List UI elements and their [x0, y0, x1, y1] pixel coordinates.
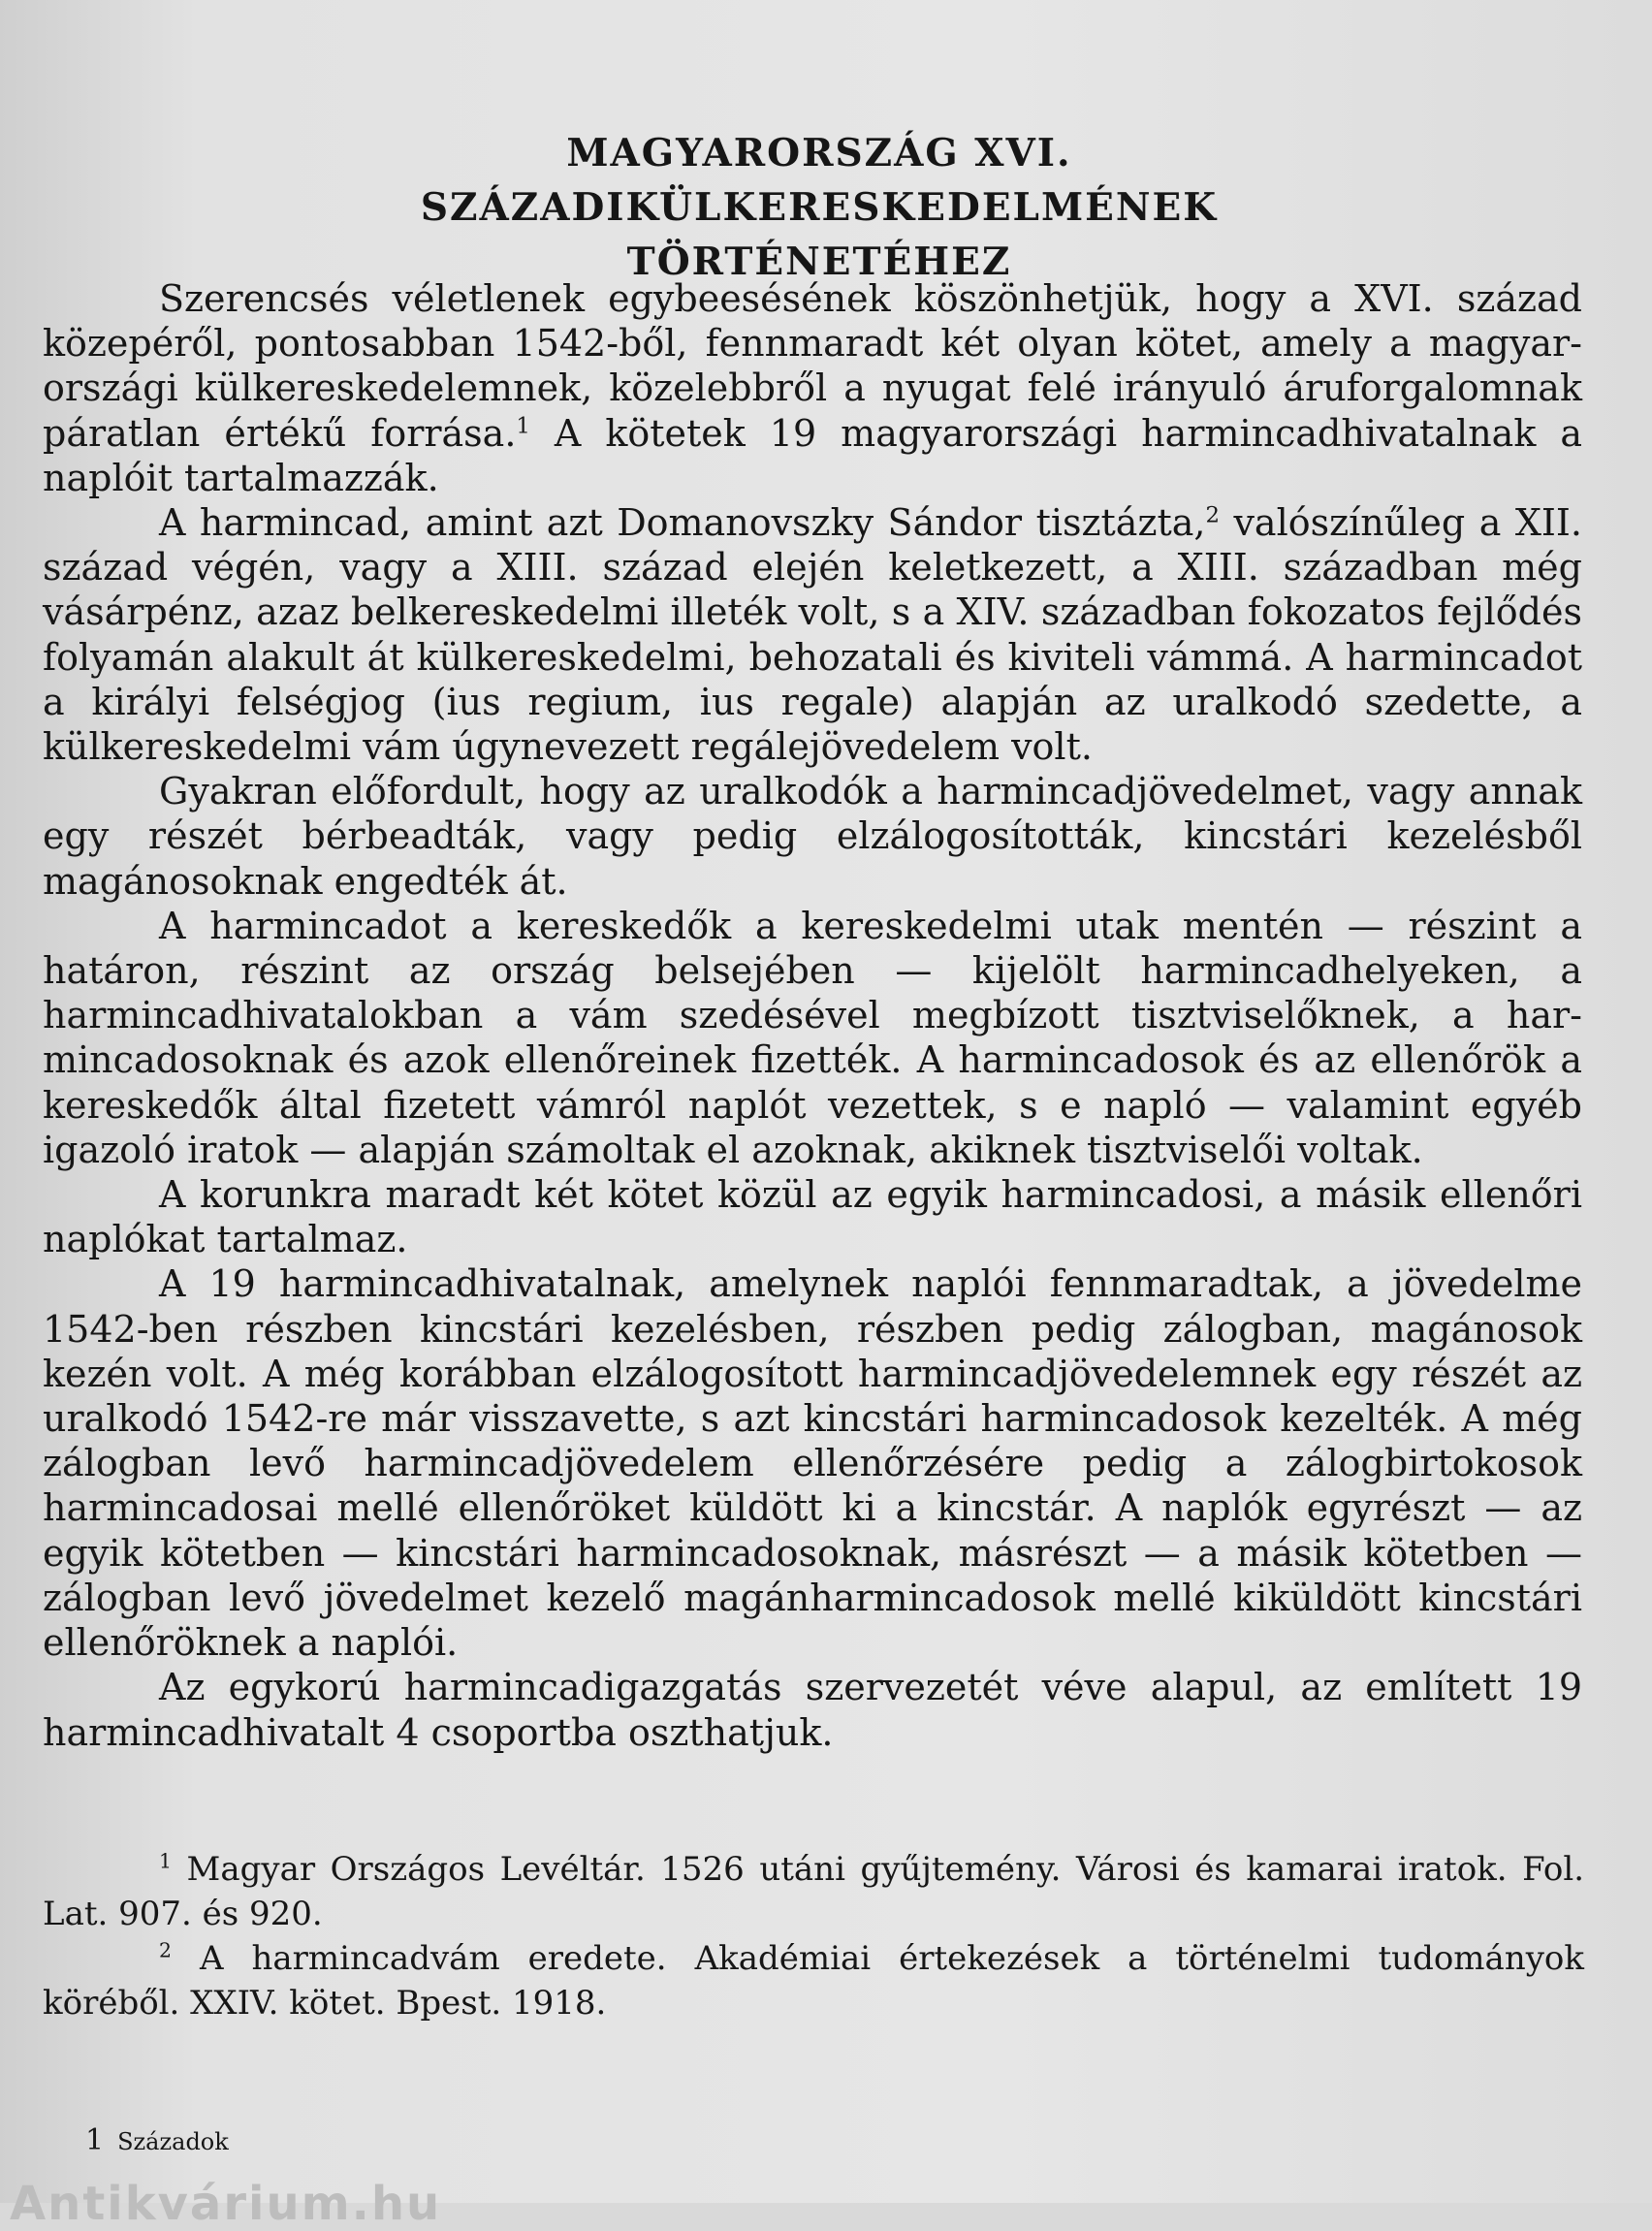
body-paragraph	[43, 769, 1582, 904]
footnote-reference: 1	[516, 412, 530, 438]
page-footer	[85, 2123, 229, 2157]
body-paragraph	[43, 1172, 1582, 1261]
footnote-number: 2	[159, 1938, 172, 1962]
body-paragraph	[43, 904, 1582, 1172]
footnote-1	[43, 1847, 1584, 1936]
footnote-number: 1	[159, 1849, 172, 1873]
paragraph-text: Szerencsés véletlenek egybeesésének köszönhetjük, hogy a XVI. század közepéről, pontosabban 1542-ből, fennmaradt két olyan kötet, amely a magyarországi külkereskedelemnek, közelebbről a nyugat felé irányuló áruforgalomnak páratlan értékű forrása.	[43, 277, 1582, 455]
footnote-text: Magyar Országos Levéltár. 1526 utáni gyűjtemény. Városi és kamarai iratok. Fol. Lat. 907. és 920.	[43, 1850, 1584, 1933]
footnote-reference: 2	[1205, 502, 1220, 528]
footnote-2	[43, 1936, 1584, 2025]
paragraph-text: A harmincad, amint azt Domanovszky Sándor tisztázta,	[159, 501, 1206, 545]
title-line-2: TÖRTÉNETÉHEZ	[626, 239, 1012, 284]
footnote-text: A harmincadvám eredete. Akadémiai értekezések a történelmi tudományok köréből. XXIV. kötet. Bpest. 1918.	[43, 1939, 1584, 2023]
title-line-1: MAGYARORSZÁG XVI. SZÁZADIKÜLKERESKEDELMÉNEK	[420, 131, 1219, 230]
body-paragraph	[43, 500, 1582, 769]
paragraph-text: Gyakran előfordult, hogy az uralkodók a harmincadjövedelmet, vagy annak egy részét bérbeadták, vagy pedig elzálogosították, kincstári kezelésből magánosoknak engedték át.	[43, 770, 1582, 903]
body-paragraph	[43, 1665, 1582, 1754]
signature-mark: 1	[85, 2123, 105, 2157]
watermark: Antikvárium.hu	[10, 2177, 442, 2231]
paragraph-text: A 19 harmincadhivatalnak, amelynek naplói fennmaradtak, a jövedelme 1542-ben részben kincstári kezelésben, részben pedig zálogban, magánosok kezén volt. A még korábban elzálogosított harmincadjövedelemnek egy részét az uralkodó 1542-re már visszavette, s azt kincstári harmincadosok kezelték. A még zálogban levő harmincadjövedelem ellenőrzésére pedig a zálogbirtokosok harmincadosai mellé ellenőröket küldött ki a kincstár. A naplók egyrészt — az egyik kötetben — kincstári harmincadosoknak, másrészt — a másik kötetben — zálogban levő jövedelmet kezelő magánharmincadosok mellé kiküldött kincstári ellenőröknek a naplói.	[43, 1262, 1582, 1665]
body-paragraph	[43, 1261, 1582, 1665]
paragraph-text: A harmincadot a kereskedők a kereskedelmi utak mentén — részint a határon, részint az ország belsejében — kijelölt harmincadhelyeken, a harmincadhivatalokban a vám szedésével megbízott tisztviselőknek, a harmincadosoknak és azok ellenőreinek fizették. A harmincadosok és az ellenőrök a kereskedők által fizetett vámról naplót vezettek, s e napló — valamint egyéb igazoló iratok — alapján számoltak el azoknak, akiknek tisztviselői voltak.	[43, 904, 1582, 1171]
paragraph-text: valószínűleg a XII. század végén, vagy a XIII. század elején keletkezett, a XIII. században még vásárpénz, azaz belkereskedelmi illeték volt, s a XIV. században fokozatos fejlődés folyamán alakult át külkereskedelmi, behozatali és kiviteli vámmá. A harmincadot a királyi felségjog (ius regium, ius regale) alapján az uralkodó szedette, a külkereskedelmi vám úgynevezett regálejövedelem volt.	[43, 501, 1582, 769]
paragraph-text: A korunkra maradt két kötet közül az egyik harmincadosi, a másik ellenőri naplókat tartalmaz.	[43, 1173, 1582, 1261]
signature-label: Századok	[117, 2128, 229, 2155]
footnotes	[43, 1847, 1584, 2025]
article-title	[175, 126, 1464, 289]
body-paragraph	[43, 276, 1582, 500]
paragraph-text: A kötetek 19 magyarországi harmincadhivatalnak a naplóit tartalmazzák.	[43, 411, 1582, 499]
article-body	[43, 276, 1582, 1755]
paragraph-text: Az egykorú harmincadigazgatás szervezetét véve alapul, az említett 19 harmincadhivatalt 4 csoportba oszthatjuk.	[43, 1666, 1582, 1754]
